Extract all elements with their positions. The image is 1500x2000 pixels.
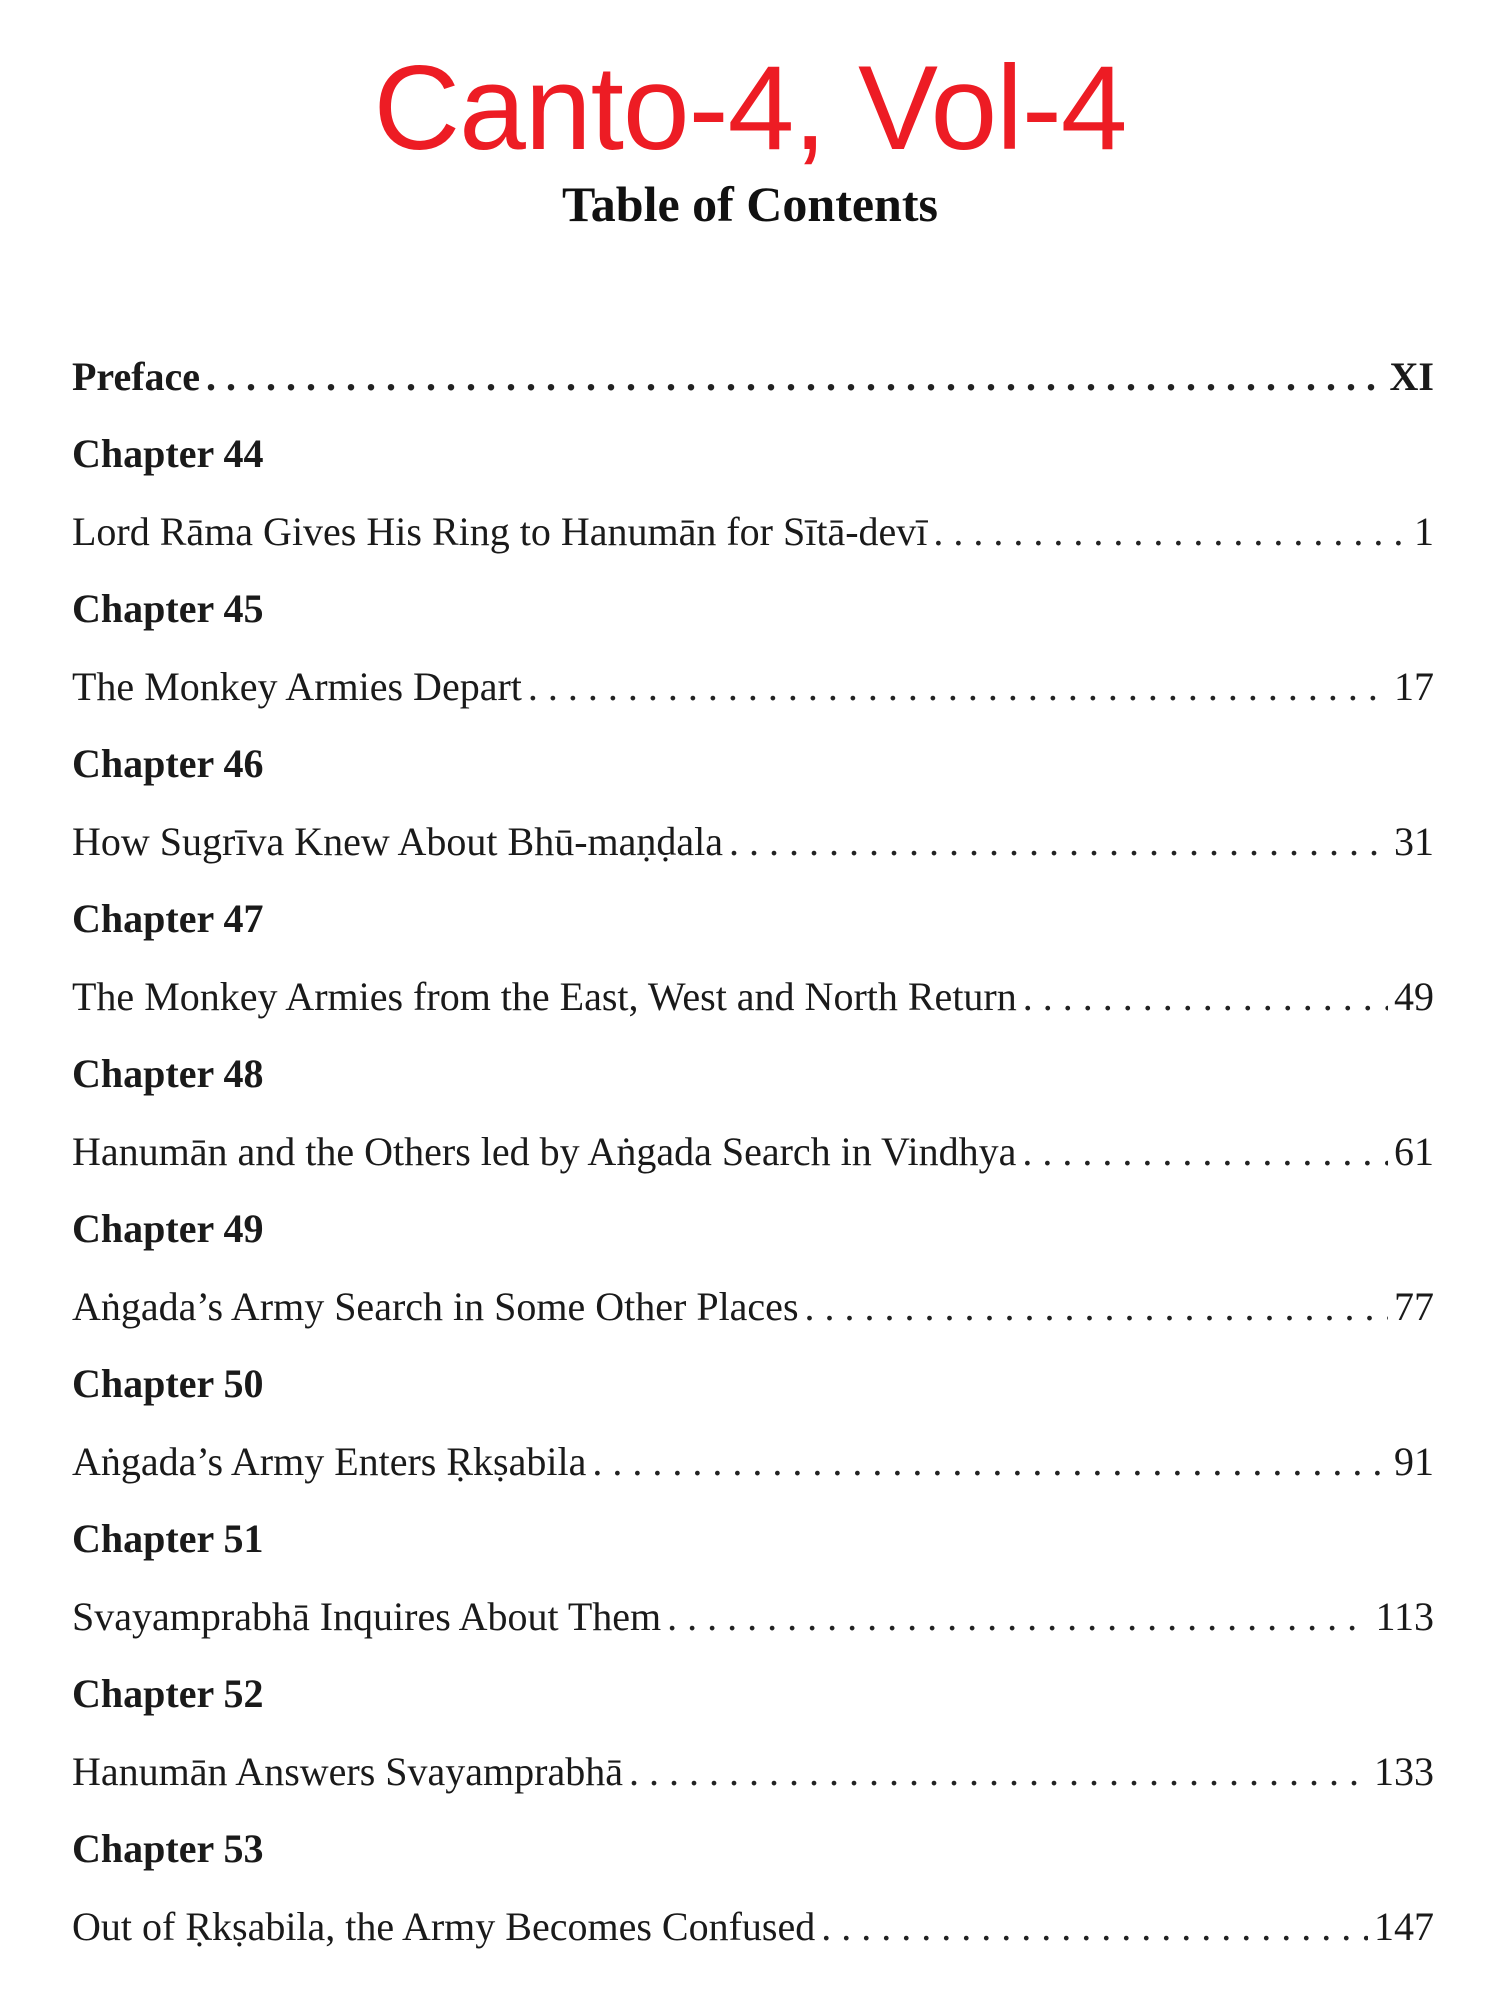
dot-leader	[1023, 958, 1388, 1035]
entry-page-number: 113	[1375, 1594, 1434, 1639]
chapter-heading: Chapter 48	[72, 1051, 264, 1096]
dot-leader	[729, 803, 1388, 880]
toc-entry[interactable]	[72, 1423, 1434, 1500]
entry-page-number: XI	[1389, 354, 1434, 399]
entry-title: Lord Rāma Gives His Ring to Hanumān for Sītā-devī	[72, 509, 928, 554]
entry-page-number: 77	[1394, 1284, 1434, 1329]
dot-leader	[206, 338, 1384, 415]
entry-title: Hanumān Answers Svayamprabhā	[72, 1749, 623, 1794]
entry-page-number: 61	[1394, 1129, 1434, 1174]
chapter-heading: Chapter 50	[72, 1361, 264, 1406]
toc-entry[interactable]	[72, 1733, 1434, 1810]
entry-title: Aṅgada’s Army Enters Ṛkṣabila	[72, 1439, 587, 1484]
toc-entry[interactable]	[72, 648, 1434, 725]
chapter-heading: Chapter 44	[72, 431, 264, 476]
dot-leader	[592, 1423, 1388, 1500]
chapter-heading: Chapter 52	[72, 1671, 264, 1716]
entry-title: How Sugrīva Knew About Bhū-maṇḍala	[72, 819, 724, 864]
entry-page-number: 91	[1394, 1439, 1434, 1484]
page-title: Canto-4, Vol-4	[373, 41, 1127, 175]
dot-leader	[805, 1268, 1388, 1345]
toc-entry[interactable]	[72, 958, 1434, 1035]
toc-entry[interactable]	[72, 1578, 1434, 1655]
toc-entry[interactable]	[72, 493, 1434, 570]
chapter-heading: Chapter 45	[72, 586, 264, 631]
chapter-heading: Chapter 47	[72, 896, 264, 941]
entry-page-number: 31	[1394, 819, 1434, 864]
dot-leader	[821, 1888, 1368, 1965]
table-of-contents	[72, 338, 1434, 1965]
dot-leader	[667, 1578, 1369, 1655]
entry-page-number: 147	[1374, 1904, 1434, 1949]
entry-title: Hanumān and the Others led by Aṅgada Search in Vindhya	[72, 1129, 1017, 1174]
toc-entry[interactable]	[72, 1113, 1434, 1190]
entry-page-number: 1	[1414, 509, 1434, 554]
chapter-heading: Chapter 53	[72, 1826, 264, 1871]
dot-leader	[933, 493, 1408, 570]
entry-page-number: 49	[1394, 974, 1434, 1019]
dot-leader	[629, 1733, 1368, 1810]
entry-title: Preface	[72, 354, 201, 399]
entry-page-number: 133	[1374, 1749, 1434, 1794]
entry-title: The Monkey Armies from the East, West and North Return	[72, 974, 1017, 1019]
dot-leader	[1022, 1113, 1388, 1190]
entry-page-number: 17	[1394, 664, 1434, 709]
chapter-heading: Chapter 51	[72, 1516, 264, 1561]
entry-title: Out of Ṛkṣabila, the Army Becomes Confused	[72, 1904, 816, 1949]
toc-heading: Table of Contents	[562, 176, 938, 232]
toc-entry[interactable]	[72, 803, 1434, 880]
toc-entry[interactable]	[72, 1888, 1434, 1965]
dot-leader	[528, 648, 1388, 725]
entry-title: Svayamprabhā Inquires About Them	[72, 1594, 662, 1639]
toc-entry-preface[interactable]	[72, 338, 1434, 415]
entry-title: The Monkey Armies Depart	[72, 664, 522, 709]
entry-title: Aṅgada’s Army Search in Some Other Places	[72, 1284, 799, 1329]
toc-entry[interactable]	[72, 1268, 1434, 1345]
chapter-heading: Chapter 46	[72, 741, 264, 786]
chapter-heading: Chapter 49	[72, 1206, 264, 1251]
